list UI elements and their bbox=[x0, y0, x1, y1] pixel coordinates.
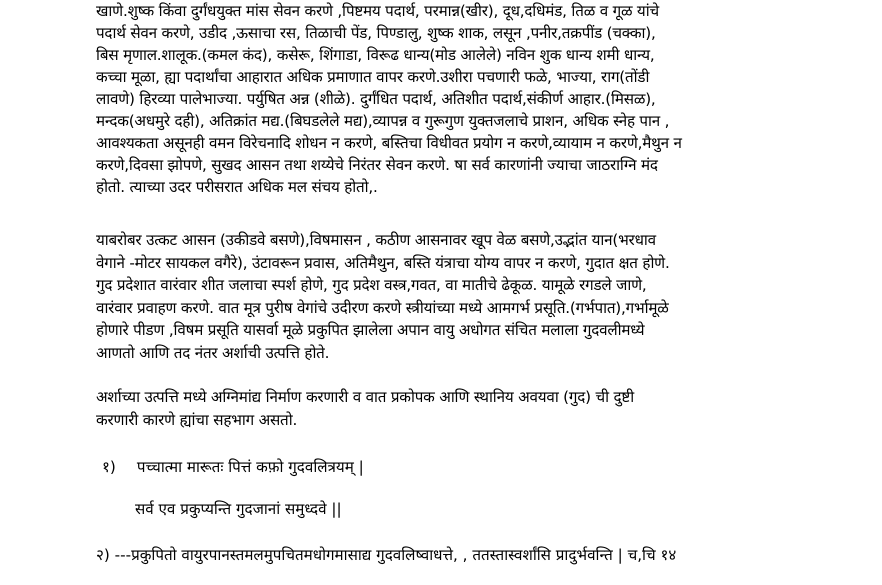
text-line: अर्शाच्या उत्पत्ति मध्ये अग्निमांद्य निर्माण करणारी व वात प्रकोपक आणि स्थानिय अवयवा (गुद) ची दुष्टी bbox=[96, 388, 634, 406]
verse-one-second-line: सर्व एव प्रकुप्यन्ति गुदजानां समुध्दवे || bbox=[135, 500, 342, 518]
text-line: होतो. त्याच्या उदर परीसरात अधिक मल संचय होतो,. bbox=[96, 178, 378, 196]
text-line: वारंवार प्रवाहण करणे. वात मूत्र पुरीष वेगांचे उदीरण करणे स्त्रीयांच्या मध्ये आमगर्भ प्रसूति.(गर्भपात),गर्भामूळे bbox=[96, 299, 669, 317]
text-line: वेगाने -मोटर सायकल वगैरे), उंटावरून प्रवास, अतिमैथुन, बस्ति यंत्राचा योग्य वापर न करणे, गुदात क्षत होणे. bbox=[96, 254, 670, 272]
text-line: करणे,दिवसा झोपणे, सुखद आसन तथा शय्येचे निरंतर सेवन करणे. षा सर्व कारणांनी ज्याचा जाठराग्नि मंद bbox=[96, 156, 658, 174]
text-line: याबरोबर उत्कट आसन (उकीडवे बसणे),विषमासन , कठीण आसनावर खूप वेळ बसणे,उद्भांत यान(भरधाव bbox=[96, 231, 656, 249]
verse-line: पच्चात्मा मारूतः पित्तं कफ़ो गुदवलित्रयम् | bbox=[136, 458, 364, 476]
text-line: पदार्थ सेवन करणे, उडीद ,ऊसाचा रस, तिळाची पेंड, पिण्डालु, शुष्क शाक, लसून ,पनीर,तक्रपींड (चक्का), bbox=[96, 24, 656, 42]
text-line: होणारे पीडण ,विषम प्रसूति यासर्वा मूळे प्रकुपित झालेला अपान वायु अधोगत संचित मलाला गुदवलीमध्ये bbox=[96, 321, 645, 339]
text-line: गुद प्रदेशात वारंवार शीत जलाचा स्पर्श होणे, गुद प्रदेश वस्त्र,गवत, वा मातीचे ढेकूळ. यामूळे रगडले जाणे, bbox=[96, 276, 647, 294]
verse-one bbox=[96, 456, 364, 478]
text-line: मन्दक(अधमुरे दही), अतिक्रांत मद्य.(बिघडलेले मद्य),व्यापन्न व गुरूगुण युक्तजलाचे प्राशन, अधिक स्नेह पान , bbox=[96, 112, 670, 130]
text-line: आणतो आणि तद नंतर अर्शाची उत्पत्ति होते. bbox=[96, 344, 330, 362]
text-line: करणारी कारणे ह्यांचा सहभाग असतो. bbox=[96, 411, 298, 429]
verse-number: १) bbox=[102, 458, 116, 476]
verse-two: २) ---प्रकुपितो वायुरपानस्तमलमुपचितमधोगमासाद्य गुदवलिष्वाधत्ते, , ततस्तास्वर्शांसि प्रादुर्भवन्ति | च,चि १४ bbox=[96, 546, 677, 564]
text-line: कच्चा मूळा, ह्या पदार्थांचा आहारात अधिक प्रमाणात वापर करणे.उशीरा पचणारी फळे, भाज्या, राग(तोंडी bbox=[96, 68, 650, 86]
text-line: आवश्यकता असूनही वमन विरेचनादि शोधन न करणे, बस्तिचा विधीवत प्रयोग न करणे,व्यायाम न करणे,मैथुन न bbox=[96, 134, 682, 152]
text-line: बिस मृणाल.शालूक.(कमल कंद), कसेरू, शिंगाडा, विरूढ धान्य(मोड आलेले) नविन शुक धान्य शमी धान्य, bbox=[96, 46, 655, 64]
text-line: खाणे.शुष्क किंवा दुर्गंधयुक्त मांस सेवन करणे ,पिष्टमय पदार्थ, परमान्न(खीर), दूध,दधिमंड, तिळ व गूळ यांचे bbox=[96, 2, 659, 20]
text-line: लावणे) हिरव्या पालेभाज्या. पर्युषित अन्न (शीळे). दुर्गंधित पदार्थ, अतिशीत पदार्थ,संकीर्ण आहार.(मिसळ), bbox=[96, 90, 656, 108]
